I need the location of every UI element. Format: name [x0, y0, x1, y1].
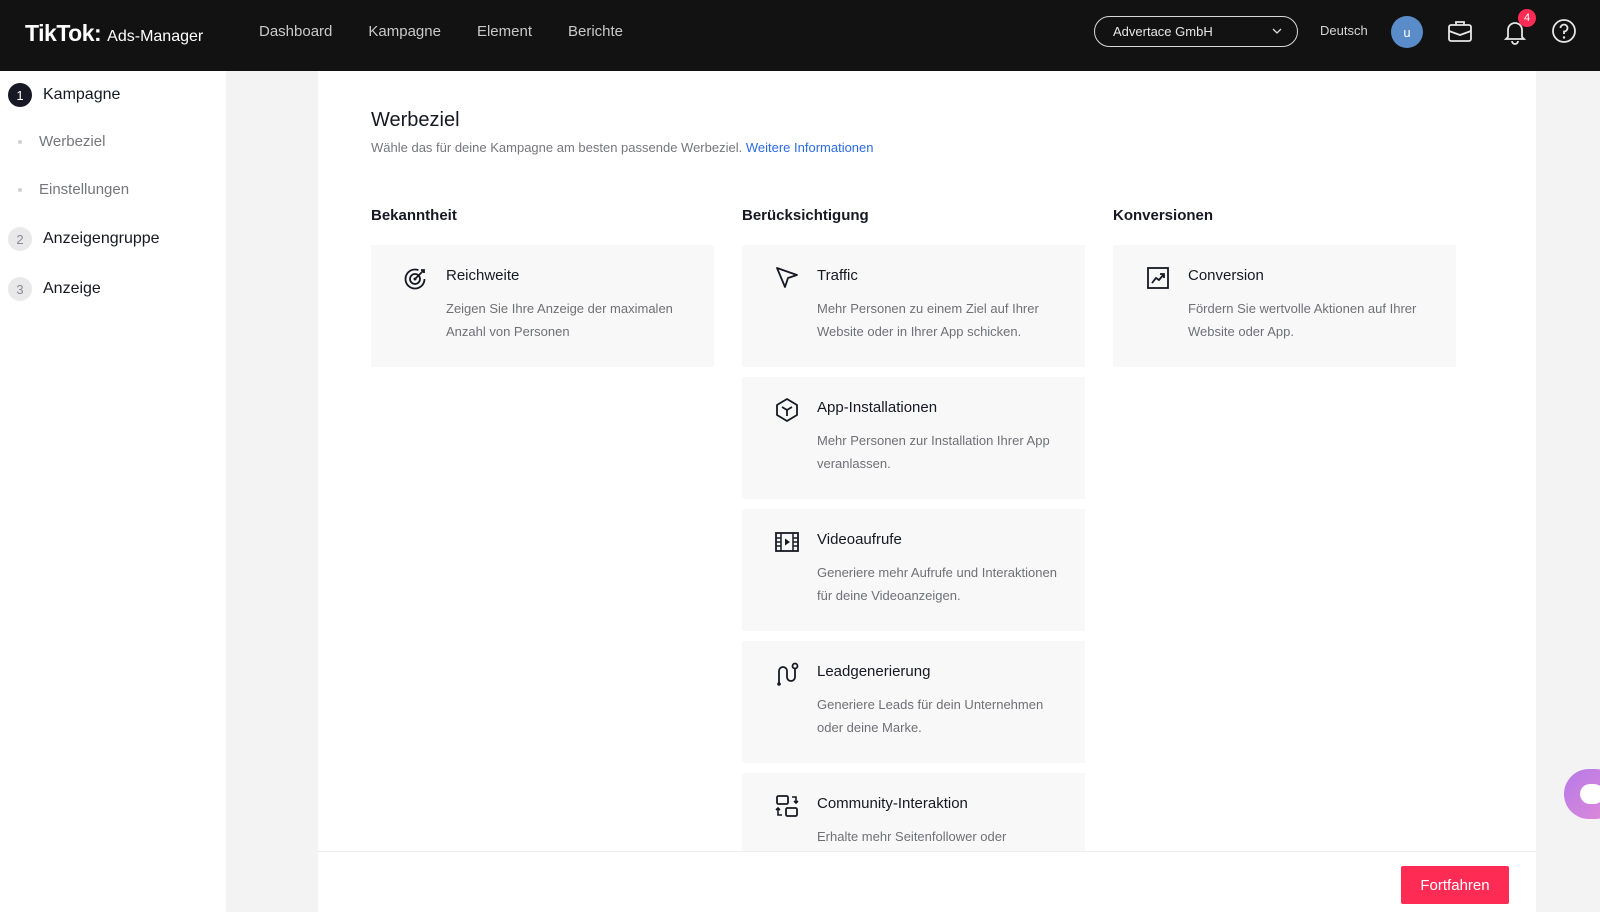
- card-title: Videoaufrufe: [817, 531, 902, 548]
- card-description: Erhalte mehr Seitenfollower oder: [817, 829, 1007, 844]
- step-anzeige[interactable]: [8, 277, 101, 301]
- step-number: 1: [8, 83, 32, 107]
- target-icon: [403, 265, 429, 291]
- card-description: Generiere mehr Aufrufe und Interaktionen für deine Videoanzeigen.: [817, 565, 1057, 603]
- step-anzeigengruppe[interactable]: [8, 227, 160, 251]
- chevron-down-icon: [1271, 25, 1283, 37]
- community-icon: [774, 793, 800, 819]
- column-title-beruecksichtigung: Berücksichtigung: [742, 207, 869, 224]
- nav-berichte[interactable]: Berichte: [567, 23, 624, 40]
- card-title: Conversion: [1188, 267, 1264, 284]
- card-title: Traffic: [817, 267, 858, 284]
- campaign-steps-sidebar: [0, 71, 226, 912]
- more-info-link[interactable]: Weitere Informationen: [745, 140, 874, 155]
- step-number: 3: [8, 277, 32, 301]
- step-number: 2: [8, 227, 32, 251]
- step-label: Anzeigengruppe: [43, 230, 160, 247]
- top-bar: [0, 0, 1600, 71]
- continue-button[interactable]: Fortfahren: [1401, 866, 1509, 904]
- card-title: Leadgenerierung: [817, 663, 931, 680]
- nav-kampagne[interactable]: Kampagne: [368, 23, 441, 40]
- card-description: Fördern Sie wertvolle Aktionen auf Ihrer Website oder App.: [1188, 301, 1417, 339]
- notification-badge: 4: [1518, 9, 1536, 27]
- conversion-icon: [1145, 265, 1171, 291]
- logo-main: TikTok:: [25, 20, 102, 46]
- avatar-initial: u: [1403, 24, 1411, 40]
- briefcase-icon[interactable]: [1446, 17, 1474, 45]
- card-description: Zeigen Sie Ihre Anzeige der maximalen Anzahl von Personen: [446, 301, 673, 339]
- objective-card-traffic[interactable]: [742, 245, 1085, 367]
- objective-card-conversion[interactable]: [1113, 245, 1456, 367]
- page-title: Werbeziel: [371, 109, 460, 131]
- description-text: Wähle das für deine Kampagne am besten passende Werbeziel.: [371, 140, 743, 155]
- page-description: [371, 140, 874, 155]
- step-label: Anzeige: [43, 280, 101, 297]
- sub-step-werbeziel[interactable]: [18, 133, 105, 150]
- card-description: Mehr Personen zur Installation Ihrer App veranlassen.: [817, 433, 1050, 471]
- cursor-icon: [774, 265, 800, 291]
- card-description: Generiere Leads für dein Unternehmen oder deine Marke.: [817, 697, 1044, 735]
- nav-element[interactable]: Element: [476, 23, 532, 40]
- language-switch[interactable]: Deutsch: [1320, 23, 1368, 38]
- objective-card-app-installationen[interactable]: [742, 377, 1085, 499]
- column-title-konversionen: Konversionen: [1113, 207, 1214, 224]
- sub-step-dot: [18, 188, 22, 192]
- sub-step-label: Werbeziel: [39, 133, 106, 150]
- logo-sub: Ads-Manager: [107, 28, 204, 45]
- column-title-bekanntheit: Bekanntheit: [371, 207, 457, 224]
- account-select[interactable]: [1094, 16, 1298, 47]
- avatar[interactable]: [1391, 16, 1423, 48]
- account-name: Advertace GmbH: [1113, 24, 1213, 39]
- cube-icon: [774, 397, 800, 423]
- logo[interactable]: [25, 20, 203, 47]
- objective-card-reichweite[interactable]: [371, 245, 714, 367]
- step-label: Kampagne: [43, 86, 121, 103]
- sub-step-einstellungen[interactable]: [18, 181, 129, 198]
- nav-dashboard[interactable]: Dashboard: [259, 23, 333, 40]
- card-title: App-Installationen: [817, 399, 938, 416]
- chat-icon: [1580, 784, 1600, 804]
- objective-card-videoaufrufe[interactable]: [742, 509, 1085, 631]
- help-icon[interactable]: [1550, 17, 1578, 45]
- card-title: Community-Interaktion: [817, 795, 968, 812]
- objective-panel: [318, 71, 1536, 851]
- objective-card-leadgenerierung[interactable]: [742, 641, 1085, 763]
- footer-bar: [318, 851, 1536, 912]
- step-kampagne[interactable]: [8, 83, 120, 107]
- lead-icon: [774, 661, 800, 687]
- card-description: Mehr Personen zu einem Ziel auf Ihrer Website oder in Ihrer App schicken.: [817, 301, 1039, 339]
- sub-step-dot: [18, 140, 22, 144]
- video-icon: [774, 529, 800, 555]
- objective-card-community-interaktion[interactable]: [742, 773, 1085, 851]
- card-title: Reichweite: [446, 267, 520, 284]
- sub-step-label: Einstellungen: [39, 181, 130, 198]
- main-nav: [259, 0, 659, 63]
- chat-support-button[interactable]: [1564, 769, 1600, 819]
